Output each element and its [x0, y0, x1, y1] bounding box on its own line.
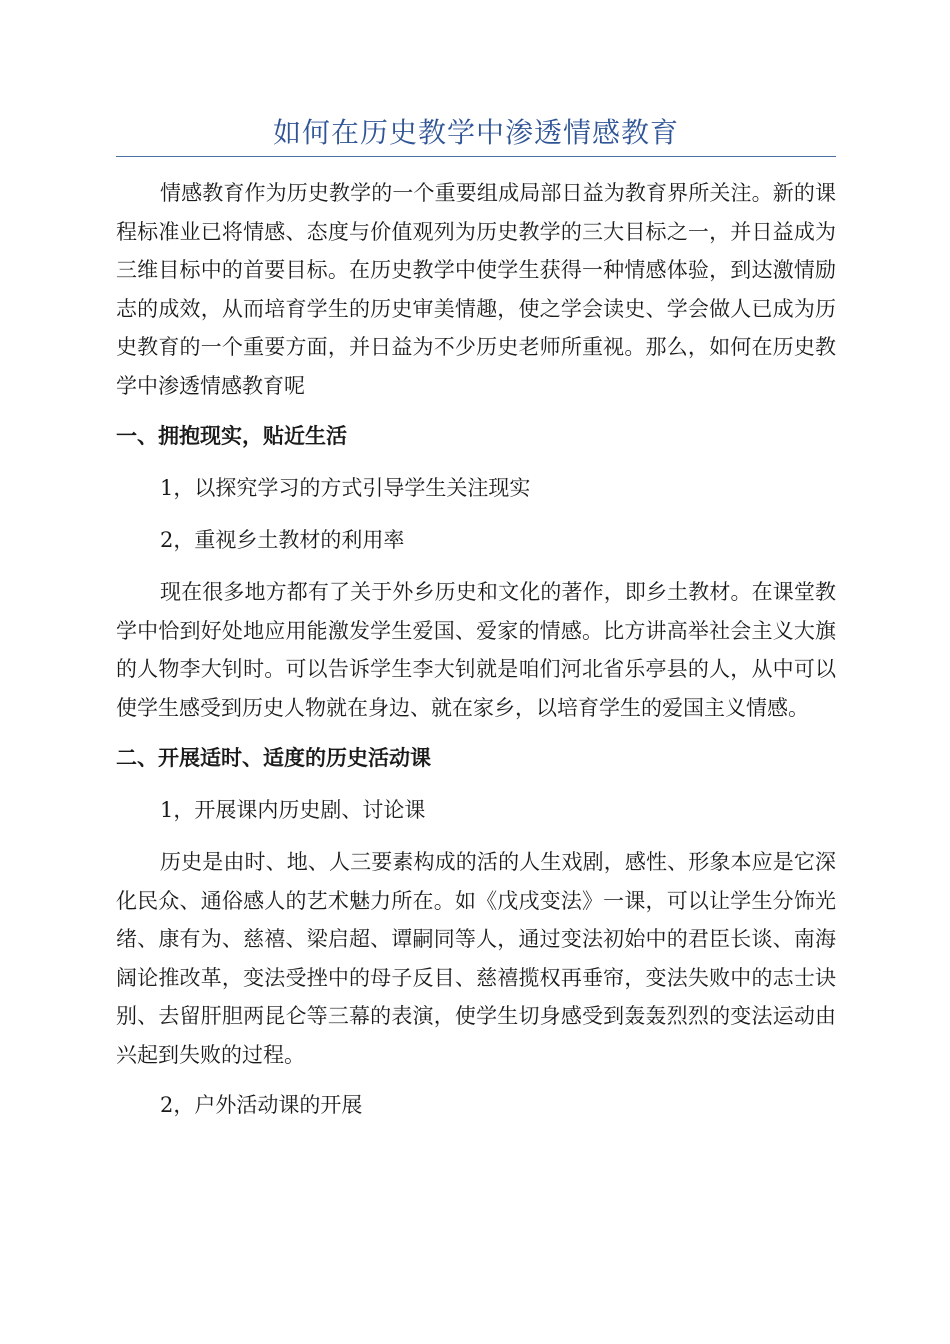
title-block — [116, 110, 836, 157]
section-1-heading: 一、拥抱现实，贴近生活 — [116, 424, 347, 448]
intro-paragraph: 情感教育作为历史教学的一个重要组成局部日益为教育界所关注。新的课程标准业已将情感、态度与价值观列为历史教学的三大目标之一，并日益成为三维目标中的首要目标。在历史教学中使学生获得一种情感体验，到达激情励志的成效，从而培育学生的历史审美情趣，使之学会读史、学会做人已成为历史教育的一个重要方面，并日益为不少历史老师所重视。那么，如何在历史教学中渗透情感教育呢 — [116, 181, 836, 398]
section-2-item-1: 1，开展课内历史剧、讨论课 — [160, 798, 426, 822]
document-title: 如何在历史教学中渗透情感教育 — [272, 116, 679, 149]
section-2-item-2: 2，户外活动课的开展 — [160, 1093, 363, 1117]
document-body — [116, 174, 836, 1138]
section-2-heading: 二、开展适时、适度的历史活动课 — [116, 746, 431, 770]
section-1-item-1: 1，以探究学习的方式引导学生关注现实 — [160, 476, 531, 500]
section-2-paragraph: 历史是由时、地、人三要素构成的活的人生戏剧，感性、形象本应是它深化民众、通俗感人的艺术魅力所在。如《戊戌变法》一课，可以让学生分饰光绪、康有为、慈禧、梁启超、谭嗣同等人，通过变法初始中的君臣长谈、南海阔论推改革，变法受挫中的母子反目、慈禧揽权再垂帘，变法失败中的志士诀别、去留肝胆两昆仑等三幕的表演，使学生切身感受到轰轰烈烈的变法运动由兴起到失败的过程。 — [116, 850, 836, 1067]
section-1-item-2: 2，重视乡土教材的利用率 — [160, 528, 405, 552]
section-1-paragraph: 现在很多地方都有了关于外乡历史和文化的著作，即乡土教材。在课堂教学中恰到好处地应用能激发学生爱国、爱家的情感。比方讲高举社会主义大旗的人物李大钊时。可以告诉学生李大钊就是咱们河北省乐亭县的人，从中可以使学生感受到历史人物就在身边、就在家乡，以培育学生的爱国主义情感。 — [116, 580, 836, 720]
